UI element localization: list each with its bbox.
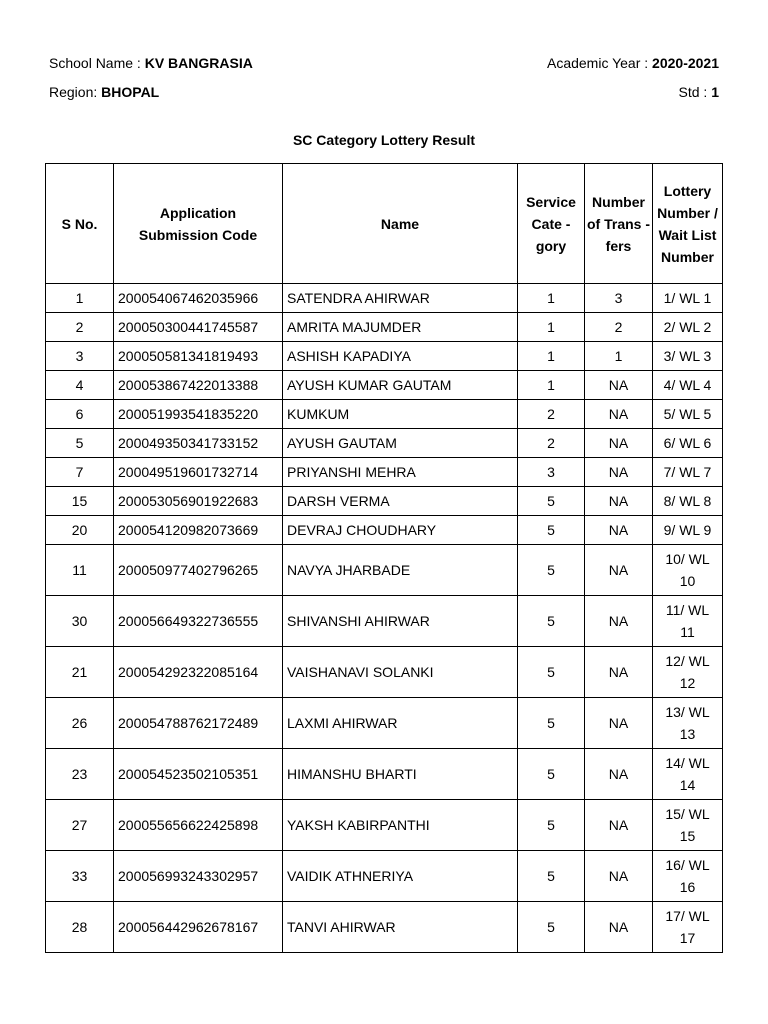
cell-lottery: 7/ WL 7 [653,458,723,487]
column-header-code: Application Submission Code [114,164,283,284]
cell-sno: 2 [46,313,114,342]
cell-transfers: NA [585,800,653,851]
cell-category: 1 [518,342,585,371]
table-row [46,749,723,800]
table-row [46,596,723,647]
lottery-results-table [45,163,723,953]
cell-category: 5 [518,851,585,902]
cell-lottery: 10/ WL 10 [653,545,723,596]
cell-name: ASHISH KAPADIYA [283,342,518,371]
table-header-row [46,164,723,284]
cell-sno: 20 [46,516,114,545]
cell-code: 200054788762172489 [114,698,283,749]
cell-sno: 7 [46,458,114,487]
cell-transfers: NA [585,698,653,749]
cell-lottery: 2/ WL 2 [653,313,723,342]
cell-lottery: 5/ WL 5 [653,400,723,429]
cell-category: 5 [518,749,585,800]
cell-name: DARSH VERMA [283,487,518,516]
cell-transfers: 2 [585,313,653,342]
cell-transfers: NA [585,516,653,545]
region [49,83,159,101]
cell-name: LAXMI AHIRWAR [283,698,518,749]
table-row [46,458,723,487]
standard [679,83,719,101]
table-row [46,429,723,458]
table-row [46,516,723,545]
cell-sno: 1 [46,284,114,313]
region-value: BHOPAL [101,84,160,100]
table-row [46,400,723,429]
cell-category: 1 [518,313,585,342]
cell-name: DEVRAJ CHOUDHARY [283,516,518,545]
cell-name: KUMKUM [283,400,518,429]
cell-code: 200053056901922683 [114,487,283,516]
region-label: Region: [49,84,98,100]
table-row [46,313,723,342]
cell-name: YAKSH KABIRPANTHI [283,800,518,851]
cell-category: 5 [518,487,585,516]
cell-code: 200049519601732714 [114,458,283,487]
cell-transfers: NA [585,400,653,429]
cell-transfers: NA [585,902,653,953]
cell-name: NAVYA JHARBADE [283,545,518,596]
column-header-category: Service Cate - gory [518,164,585,284]
cell-category: 1 [518,284,585,313]
table-row [46,487,723,516]
cell-transfers: NA [585,749,653,800]
cell-category: 5 [518,647,585,698]
column-header-name: Name [283,164,518,284]
table-row [46,647,723,698]
cell-sno: 3 [46,342,114,371]
cell-name: AYUSH GAUTAM [283,429,518,458]
school-name-label: School Name : [49,55,141,71]
table-row [46,284,723,313]
cell-transfers: NA [585,596,653,647]
cell-category: 5 [518,516,585,545]
cell-category: 3 [518,458,585,487]
academic-year-value: 2020-2021 [652,55,719,71]
cell-transfers: NA [585,458,653,487]
cell-sno: 15 [46,487,114,516]
cell-code: 200051993541835220 [114,400,283,429]
cell-lottery: 11/ WL 11 [653,596,723,647]
cell-lottery: 16/ WL 16 [653,851,723,902]
cell-sno: 11 [46,545,114,596]
cell-lottery: 13/ WL 13 [653,698,723,749]
table-row [46,342,723,371]
cell-transfers: 3 [585,284,653,313]
cell-code: 200050300441745587 [114,313,283,342]
cell-name: AMRITA MAJUMDER [283,313,518,342]
cell-code: 200054523502105351 [114,749,283,800]
std-label: Std : [678,84,708,100]
academic-year [547,54,719,72]
cell-transfers: NA [585,487,653,516]
column-header-sno: S No. [46,164,114,284]
cell-code: 200049350341733152 [114,429,283,458]
column-header-transfers: Number of Trans -fers [585,164,653,284]
cell-name: HIMANSHU BHARTI [283,749,518,800]
cell-lottery: 15/ WL 15 [653,800,723,851]
table-row [46,698,723,749]
cell-transfers: 1 [585,342,653,371]
cell-name: SATENDRA AHIRWAR [283,284,518,313]
cell-category: 2 [518,429,585,458]
cell-code: 200050977402796265 [114,545,283,596]
cell-sno: 5 [46,429,114,458]
table-row [46,902,723,953]
cell-lottery: 8/ WL 8 [653,487,723,516]
cell-code: 200054067462035966 [114,284,283,313]
cell-category: 5 [518,902,585,953]
table-row [46,800,723,851]
table-row [46,545,723,596]
cell-name: TANVI AHIRWAR [283,902,518,953]
cell-lottery: 9/ WL 9 [653,516,723,545]
cell-sno: 30 [46,596,114,647]
cell-transfers: NA [585,429,653,458]
cell-name: PRIYANSHI MEHRA [283,458,518,487]
cell-lottery: 1/ WL 1 [653,284,723,313]
cell-transfers: NA [585,371,653,400]
school-name [49,54,253,72]
cell-sno: 33 [46,851,114,902]
cell-lottery: 4/ WL 4 [653,371,723,400]
cell-code: 200054292322085164 [114,647,283,698]
cell-category: 1 [518,371,585,400]
cell-sno: 23 [46,749,114,800]
cell-code: 200054120982073669 [114,516,283,545]
cell-transfers: NA [585,545,653,596]
cell-sno: 28 [46,902,114,953]
cell-lottery: 3/ WL 3 [653,342,723,371]
cell-sno: 4 [46,371,114,400]
table-row [46,371,723,400]
cell-transfers: NA [585,647,653,698]
cell-sno: 21 [46,647,114,698]
cell-name: AYUSH KUMAR GAUTAM [283,371,518,400]
cell-lottery: 17/ WL 17 [653,902,723,953]
cell-code: 200055656622425898 [114,800,283,851]
column-header-lottery: Lottery Number / Wait List Number [653,164,723,284]
cell-category: 5 [518,698,585,749]
cell-category: 5 [518,596,585,647]
cell-category: 5 [518,545,585,596]
cell-lottery: 6/ WL 6 [653,429,723,458]
cell-name: VAISHANAVI SOLANKI [283,647,518,698]
cell-category: 2 [518,400,585,429]
cell-name: VAIDIK ATHNERIYA [283,851,518,902]
cell-code: 200056649322736555 [114,596,283,647]
cell-code: 200053867422013388 [114,371,283,400]
cell-code: 200056442962678167 [114,902,283,953]
cell-lottery: 12/ WL 12 [653,647,723,698]
academic-year-label: Academic Year : [546,55,649,71]
cell-code: 200056993243302957 [114,851,283,902]
cell-lottery: 14/ WL 14 [653,749,723,800]
school-name-value: KV BANGRASIA [144,55,253,71]
cell-transfers: NA [585,851,653,902]
cell-sno: 26 [46,698,114,749]
page-title: SC Category Lottery Result [292,132,476,148]
cell-sno: 6 [46,400,114,429]
std-value: 1 [711,84,719,100]
cell-category: 5 [518,800,585,851]
cell-sno: 27 [46,800,114,851]
cell-code: 200050581341819493 [114,342,283,371]
table-row [46,851,723,902]
cell-name: SHIVANSHI AHIRWAR [283,596,518,647]
